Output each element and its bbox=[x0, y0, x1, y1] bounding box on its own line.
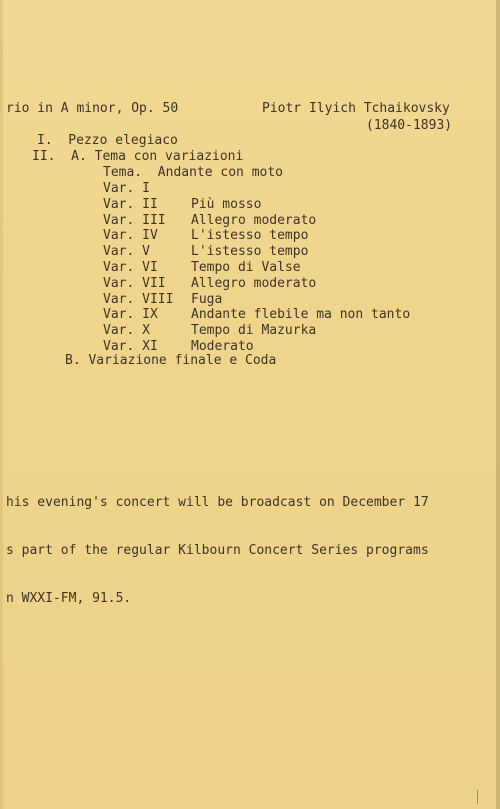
movement-i: I. Pezzo elegiaco bbox=[37, 133, 178, 148]
variation-tempo: Fuga bbox=[191, 291, 223, 307]
page-right-edge bbox=[496, 0, 500, 809]
variation-tempo: Tempo di Valse bbox=[191, 259, 301, 275]
variation-number: Var. VIII bbox=[103, 291, 174, 307]
variation-tempo: Moderato bbox=[191, 338, 254, 354]
variation-tempo: Allegro moderato bbox=[191, 275, 317, 291]
variation-tempo: L'istesso tempo bbox=[191, 228, 309, 244]
variation-tempo: Allegro moderato bbox=[191, 212, 317, 228]
variation-number: Var. X bbox=[103, 323, 150, 339]
variation-number: Var. I bbox=[103, 181, 150, 196]
composer-dates: (1840-1893) bbox=[366, 118, 453, 133]
work-title: rio in A minor, Op. 50 bbox=[6, 101, 179, 116]
movement-ii: II. A. Tema con variazioni bbox=[32, 149, 244, 164]
page-left-edge bbox=[0, 0, 3, 809]
notice-line: his evening's concert will be broadcast on December 17 bbox=[6, 495, 429, 510]
variation-number: Var. IX bbox=[103, 307, 158, 323]
variation-number: Var. VII bbox=[103, 275, 166, 291]
broadcast-notice bbox=[6, 463, 429, 639]
variation-number: Var. IV bbox=[103, 228, 158, 244]
variation-tempo: Andante flebile ma non tanto bbox=[191, 307, 411, 323]
variation-tempo: L'istesso tempo bbox=[191, 244, 309, 260]
variation-number: Var. XI bbox=[103, 338, 158, 354]
composer-name: Piotr Ilyich Tchaikovsky bbox=[262, 101, 450, 116]
notice-line: n WXXI-FM, 91.5. bbox=[6, 591, 132, 606]
notice-line: s part of the regular Kilbourn Concert Series programs bbox=[6, 543, 429, 558]
variation-tempo: Tempo di Mazurka bbox=[191, 323, 317, 339]
variation-number: Var. II bbox=[103, 196, 158, 212]
variation-number: Var. III bbox=[103, 212, 166, 228]
variation-number: Var. VI bbox=[103, 259, 158, 275]
page-fold-mark bbox=[477, 790, 478, 804]
variation-tempo: Più mosso bbox=[191, 196, 262, 212]
tema-line: Tema. Andante con moto bbox=[103, 165, 284, 180]
finale-line: B. Variazione finale e Coda bbox=[65, 353, 277, 368]
variation-number: Var. V bbox=[103, 244, 150, 260]
